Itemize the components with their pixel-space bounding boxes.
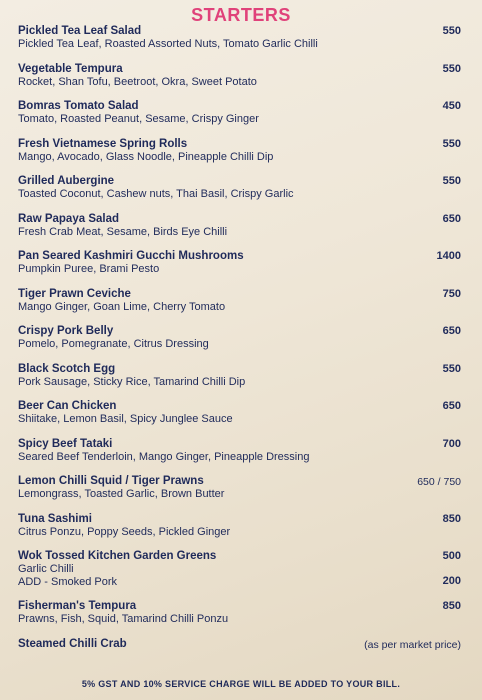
item-desc: Pumpkin Puree, Brami Pesto [18, 263, 160, 275]
item-desc: Rocket, Shan Tofu, Beetroot, Okra, Sweet Potato [18, 75, 257, 88]
item-price: 550 [442, 25, 461, 37]
menu-item [18, 175, 465, 213]
item-name: Bomras Tomato Salad [18, 100, 139, 112]
item-price: 550 [442, 137, 461, 150]
menu-item-wok-greens [18, 550, 465, 600]
item-price: 650 [442, 400, 461, 412]
menu-item [18, 25, 465, 63]
menu-item [18, 213, 465, 251]
item-name: Grilled Aubergine [18, 175, 115, 187]
menu-item [18, 638, 465, 676]
item-desc: Pork Sausage, Sticky Rice, Tamarind Chilli Dip [18, 375, 246, 388]
menu-item [18, 475, 465, 513]
item-desc: Shiitake, Lemon Basil, Spicy Junglee Sauce [18, 413, 233, 425]
item-price: 1400 [436, 250, 461, 262]
item-price: 550 [442, 362, 461, 375]
item-price: 550 [442, 62, 461, 75]
item-price: 650 [442, 212, 461, 225]
menu-item [18, 600, 465, 638]
item-desc: Fresh Crab Meat, Sesame, Birds Eye Chilli [18, 225, 228, 238]
menu-item [18, 400, 465, 438]
item-name: Fisherman's Tempura [18, 600, 137, 612]
item-desc: Lemongrass, Toasted Garlic, Brown Butter [18, 488, 225, 500]
item-name: Steamed Chilli Crab [18, 637, 127, 650]
item-price: 450 [442, 100, 461, 112]
section-title: STARTERS [191, 5, 291, 25]
item-name: Black Scotch Egg [18, 362, 116, 375]
item-name: Crispy Pork Belly [18, 325, 114, 337]
item-desc: Pomelo, Pomegranate, Citrus Dressing [18, 338, 209, 350]
item-addon: ADD - Smoked Pork [18, 575, 118, 588]
item-price: 850 [442, 600, 461, 612]
item-price: 550 [442, 175, 461, 187]
menu-item [18, 250, 465, 288]
item-desc: Citrus Ponzu, Poppy Seeds, Pickled Ginger [18, 525, 231, 538]
item-desc: Prawns, Fish, Squid, Tamarind Chilli Ponzu [18, 613, 229, 625]
item-price: 650 / 750 [417, 476, 461, 488]
item-price: (as per market price) [364, 638, 461, 651]
item-name: Pickled Tea Leaf Salad [18, 25, 142, 37]
item-desc: Seared Beef Tenderloin, Mango Ginger, Pineapple Dressing [18, 450, 310, 463]
item-desc: Pickled Tea Leaf, Roasted Assorted Nuts, Tomato Garlic Chilli [18, 38, 318, 50]
item-name: Vegetable Tempura [18, 62, 123, 75]
item-addon-price: 200 [442, 575, 461, 587]
item-name: Lemon Chilli Squid / Tiger Prawns [18, 475, 204, 487]
item-name: Tiger Prawn Ceviche [18, 287, 131, 300]
menu-item [18, 63, 465, 101]
item-name: Raw Papaya Salad [18, 212, 119, 225]
item-price: 700 [442, 437, 461, 450]
item-desc: Mango, Avocado, Glass Noodle, Pineapple Chilli Dip [18, 150, 274, 163]
item-name: Fresh Vietnamese Spring Rolls [18, 137, 188, 150]
item-price: 850 [442, 512, 461, 525]
item-name: Wok Tossed Kitchen Garden Greens [18, 550, 217, 562]
menu-item [18, 288, 465, 326]
menu-item [18, 100, 465, 138]
item-name: Tuna Sashimi [18, 512, 92, 525]
footer-note: 5% GST AND 10% SERVICE CHARGE WILL BE ADDED TO YOUR BILL. [81, 679, 401, 689]
item-desc: Mango Ginger, Goan Lime, Cherry Tomato [18, 300, 226, 313]
menu-list [18, 25, 465, 675]
menu-item [18, 363, 465, 401]
item-name: Pan Seared Kashmiri Gucchi Mushrooms [18, 250, 244, 262]
item-name: Beer Can Chicken [18, 400, 117, 412]
menu-item [18, 325, 465, 363]
item-price: 500 [442, 550, 461, 562]
item-price: 750 [442, 287, 461, 300]
item-desc: Toasted Coconut, Cashew nuts, Thai Basil, Crispy Garlic [18, 188, 294, 200]
item-price: 650 [442, 325, 461, 337]
item-desc: Garlic Chilli [18, 563, 74, 575]
item-desc: Tomato, Roasted Peanut, Sesame, Crispy Ginger [18, 113, 259, 125]
menu-item [18, 138, 465, 176]
menu-item [18, 513, 465, 551]
menu-item [18, 438, 465, 476]
item-name: Spicy Beef Tataki [18, 437, 113, 450]
